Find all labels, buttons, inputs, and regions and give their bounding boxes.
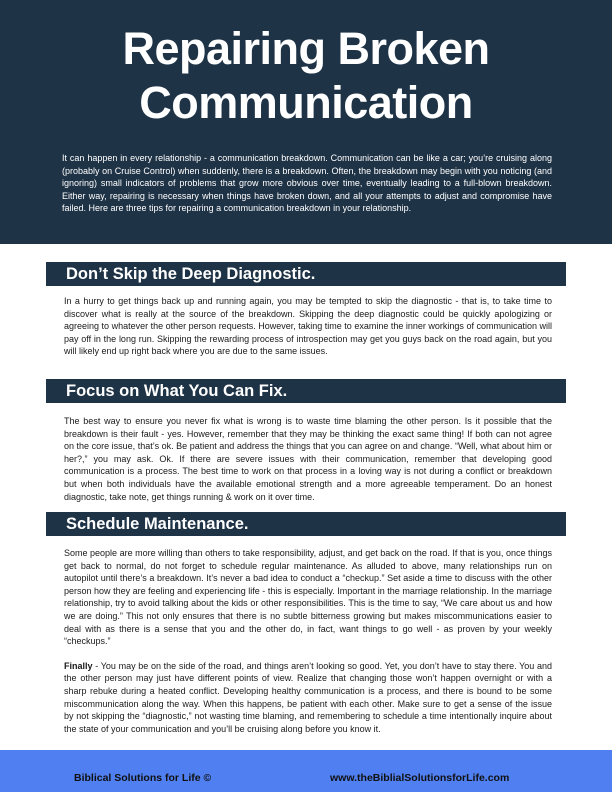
header-banner [0,0,612,244]
section-title: Focus on What You Can Fix. [66,382,288,400]
title-line-2: Communication [139,77,473,128]
paragraph: In a hurry to get things back up and running again, you may be tempted to skip the diagnostic - that is, to take time to discover what is really at the source of the breakdown. Skipping the deep diagnostic could be quickly apologizing or agreeing to whatever the other person requests. However, taking time to examine the inner workings of communication will pay off in the long run. Skipping the rewarding process of introspection may get you guys back on the road again, but you will likely end up right back where you are due to the same issues. [64,296,552,357]
section-header-focus [46,379,566,403]
final-text: - You may be on the side of the road, and things aren’t looking so good. Yet, you don’t have to stay there. You and the other person may just have different points of view. Realize that changing those won’t happen overnight or with a sharp rebuke during a heated conflict. Developing healthy communication is a process, and there is bound to be some miscommunication along the way. When this happens, be patient with each other. Make sure to get a sense of the issue by not skipping the “diagnostic,” not wasting time blaming, and remembering to schedule a time intentionally inquire about the state of your communication and you’ll be cruising along before you know it. [64,660,552,734]
paragraph: The best way to ensure you never fix what is wrong is to waste time blaming the other person. Is it possible that the breakdown is their fault - yes. However, remember that they may be thinking the exact same thing! If both can not agree on the core issue, that’s ok. Be patient and address the things that you can agree on and change. “Well, what about him or her?,” you may ask. Ok. If there are severe issues with their communication, remember that developing good communication is a process. The best time to work on that process in a loving way is not during a conflict or breakdown but when both individuals have the available emotional strength and a more agreeable temperament. Do an honest diagnostic, take note, get things running & work on it over time. [64,416,552,502]
footer-copyright: Biblical Solutions for Life © [74,772,212,784]
final-label: Finally [64,660,93,671]
footer-bar [0,750,612,792]
section-title: Schedule Maintenance. [66,515,249,533]
section-title: Don’t Skip the Deep Diagnostic. [66,265,316,283]
paragraph: Some people are more willing than others to take responsibility, adjust, and get back on the road. If that is you, once things get back to normal, do not forget to schedule regular maintenance. As alluded to above, many relationships run on autopilot until there’s a breakdown. It’s never a bad idea to conduct a “checkup.” Set aside a time to discuss with the other person how they are feeling and experiencing life - this is especially. Important in the marriage relationship. In the marriage relationship, try to avoid talking about the kids or other responsibilities. This is the time to say, “We care about us and how we are doing.” This not only ensures that there is no subtle bitterness growing but makes miscommunications easier to deal with as there is a sense that you and the other do, in fact, want things to go well - as proven by your weekly “checkups.” [64,548,552,647]
footer-website: www.theBiblialSolutionsforLife.com [330,772,510,784]
page-title [0,22,612,130]
intro-paragraph: It can happen in every relationship - a communication breakdown. Communication can be like a car; you’re cruising along (probably on Cruise Control) when suddenly, there is a breakdown. Often, the breakdown may begin with you noticing (and ignoring) small indicators of problems that grow more obvious over time, eventually leading to a full-blown breakdown. Either way, repairing is necessary when things have broken down, and all your attempts to adjust and compromise have failed. Here are three tips for repairing a communication breakdown in your relationship. [62,153,552,214]
final-paragraph [64,660,552,736]
section-body-maintenance [64,547,552,735]
section-header-diagnostic [46,262,566,286]
section-body-focus [64,415,552,503]
section-header-maintenance [46,512,566,536]
title-line-1: Repairing Broken [122,23,490,74]
section-body-diagnostic [64,295,552,358]
